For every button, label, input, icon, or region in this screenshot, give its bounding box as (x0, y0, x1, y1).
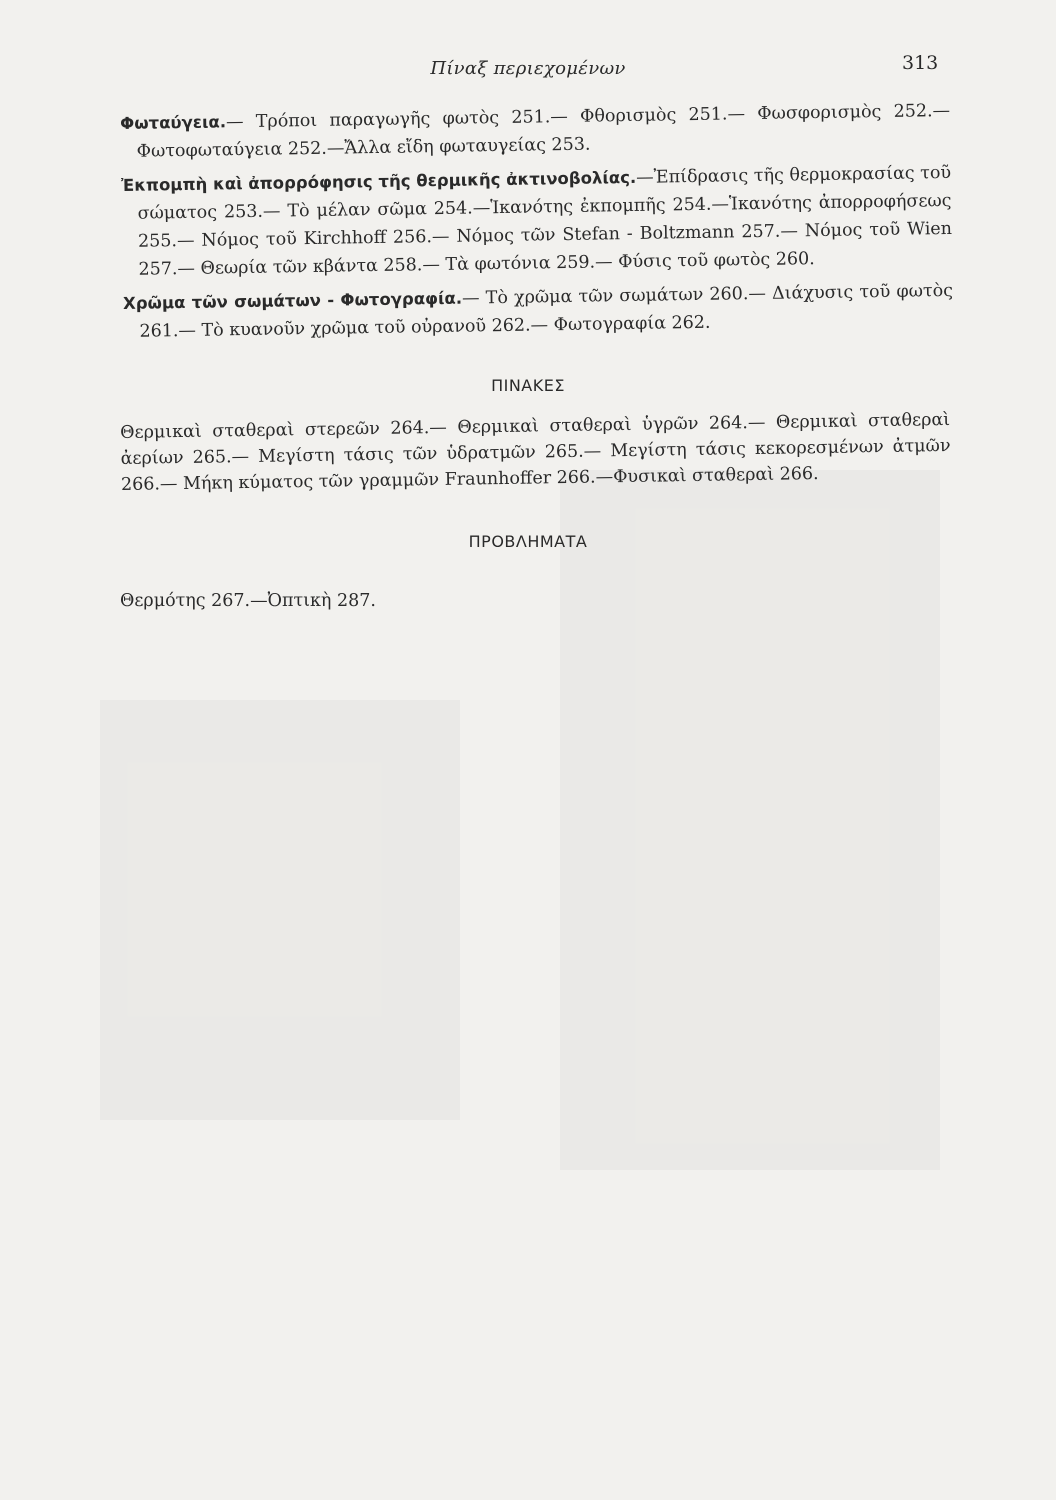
table-of-contents (120, 97, 954, 352)
page-number: 313 (902, 52, 939, 74)
toc-entry (120, 97, 951, 166)
section-text-pinakes: Θερμικαὶ σταθεραὶ στερεῶν 264.— Θερμικαὶ σταθεραὶ ὑγρῶν 264.— Θερμικαὶ σταθεραὶ ἀερίων 265.— Μεγίστη τάσις τῶν ὑδρατμῶν 265.— Μεγίστη τάσις κεκορεσμένων ἀτμῶν 266.— Μήκη κύματος τῶν γραμμῶν Fraunhoffer 266.—Φυσικαὶ σταθεραὶ 266. (120, 409, 951, 495)
section-text-problimata: Θερμότης 267.—Ὀπτικὴ 287. (120, 591, 376, 611)
toc-entry-text: — Τὸ χρῶμα τῶν σωμάτων 260.— Διάχυσις τοῦ φωτὸς 261.— Τὸ κυανοῦν χρῶμα τοῦ οὐρανοῦ 262.— Φωτογραφία 262. (139, 280, 954, 342)
section-title-problimata: ΠΡΟΒΛΗΜΑΤΑ (468, 532, 588, 551)
toc-entry (123, 277, 954, 346)
toc-entry-text: — Τρόποι παραγωγῆς φωτὸς 251.— Φθορισμὸς 251.— Φωσφορισμὸς 252.— Φωτοφωταύγεια 252.—Ἄλλα εἴδη φωταυγείας 253. (136, 100, 951, 162)
running-title: Πίναξ περιεχομένων (430, 58, 626, 79)
section-title-pinakes: ΠΙΝΑΚΕΣ (491, 376, 565, 395)
toc-entry-heading: Φωταύγεια. (120, 112, 227, 133)
toc-entry-heading: Χρῶμα τῶν σωμάτων - Φωτογραφία. (122, 288, 463, 313)
toc-entry-text: —Ἐπίδρασις τῆς θερμοκρασίας τοῦ σώματος 253.— Τὸ μέλαν σῶμα 254.—Ἱκανότης ἐκπομπῆς 254.—Ἱκανότης ἀπορροφήσεως 255.— Νόμος τοῦ Kirchhoff 256.— Νόμος τῶν Stefan - Boltzmann 257.— Νόμος τοῦ Wien 257.— Θεωρία τῶν κβάντα 258.— Τὰ φωτόνια 259.— Φύσις τοῦ φωτὸς 260. (137, 162, 953, 280)
toc-entry (121, 159, 953, 284)
toc-entry-heading: Ἐκπομπὴ καὶ ἀπορρόφησις τῆς θερμικῆς ἀκτινοβολίας. (121, 167, 637, 195)
